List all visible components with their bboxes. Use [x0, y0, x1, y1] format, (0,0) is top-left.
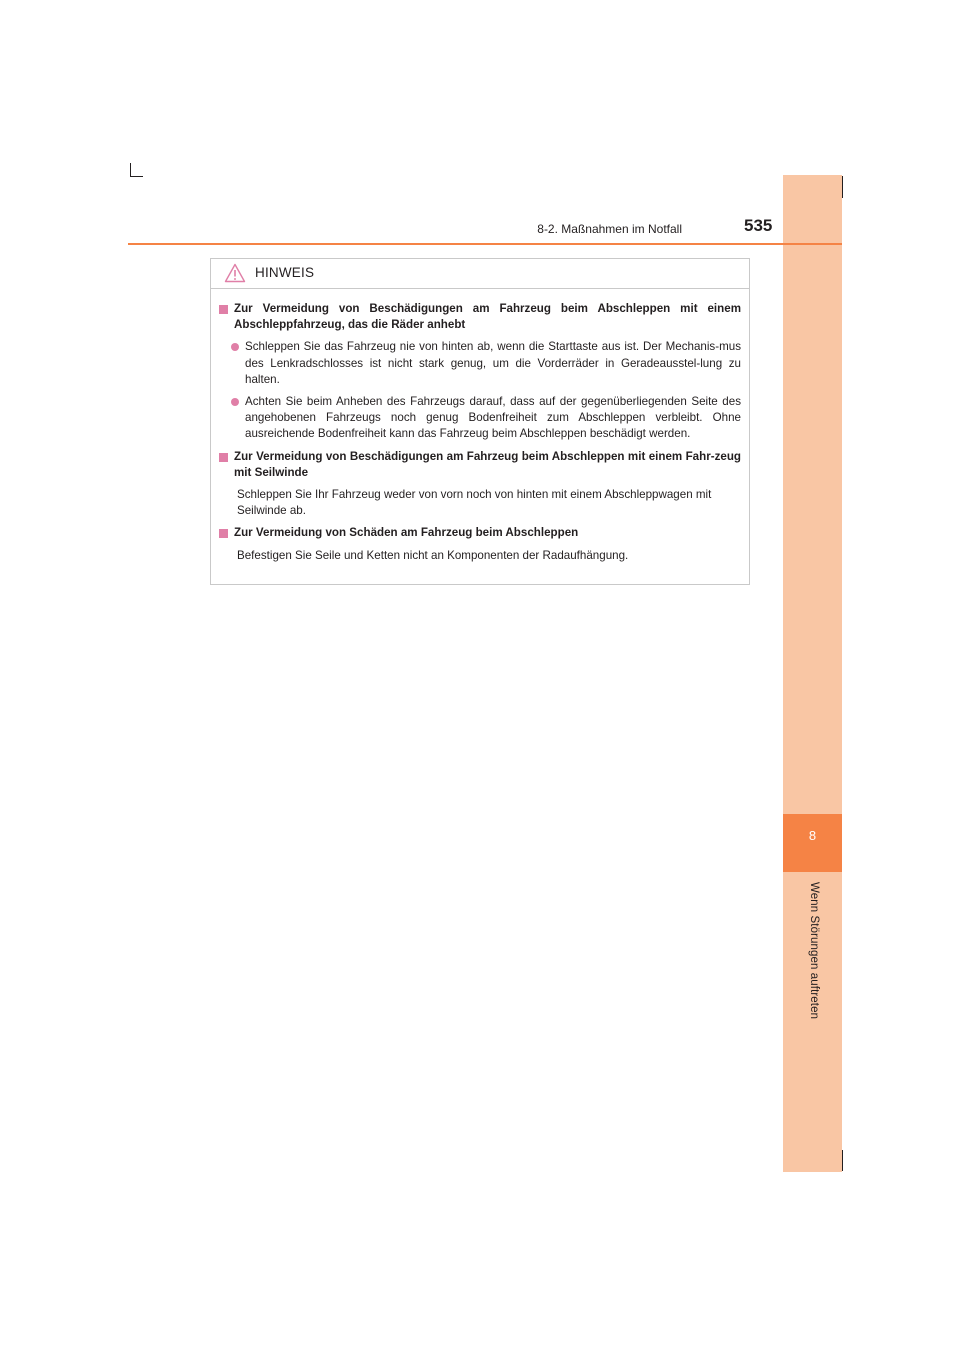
notice-bullet	[231, 394, 741, 443]
crop-mark	[130, 176, 143, 177]
notice-paragraph: Schleppen Sie Ihr Fahrzeug weder von vorn noch von hinten mit einem Abschleppwagen mit Seilwinde ab.	[237, 488, 712, 518]
notice-box	[210, 258, 750, 585]
notice-heading	[219, 301, 741, 333]
chapter-label: Wenn Störungen auftreten	[808, 882, 820, 1020]
notice-heading-text: Zur Vermeidung von Beschädigungen am Fahrzeug beim Abschleppen mit einem Abschleppfahrzeug, das die Räder anhebt	[234, 302, 741, 332]
notice-body	[211, 289, 749, 564]
notice-bullet-text: Achten Sie beim Anheben des Fahrzeugs darauf, dass auf der gegenüberliegenden Seite des angehobenen Fahrzeugs noch genug Bodenfreiheit zum Abschleppen verbleibt. Ohne ausreichende Bodenfreiheit kann das Fahrzeug beim Abschleppen beschädigt werden.	[245, 395, 741, 441]
notice-bullet	[231, 339, 741, 388]
square-bullet-icon	[219, 453, 228, 462]
notice-title: HINWEIS	[255, 265, 315, 280]
circle-bullet-icon	[231, 343, 239, 351]
header-rule	[128, 243, 842, 245]
notice-heading	[219, 525, 741, 541]
notice-header	[211, 259, 749, 289]
notice-heading	[219, 449, 741, 481]
side-band	[783, 175, 842, 1172]
notice-bullet-text: Schleppen Sie das Fahrzeug nie von hinten ab, wenn die Starttaste aus ist. Der Mechanis-mus des Lenkradschlosses ist nicht stark genug, um die Vorderräder in Geradeausstel-lung zu halten.	[245, 340, 741, 386]
notice-heading-text: Zur Vermeidung von Beschädigungen am Fahrzeug beim Abschleppen mit einem Fahr-zeug mit Seilwinde	[234, 449, 741, 479]
crop-mark	[842, 1150, 843, 1171]
square-bullet-icon	[219, 529, 228, 538]
crop-mark	[842, 176, 843, 198]
chapter-tab	[783, 814, 842, 872]
section-title: 8-2. Maßnahmen im Notfall	[537, 222, 682, 236]
crop-mark	[130, 163, 131, 176]
chapter-number: 8	[808, 828, 817, 843]
page-number: 535	[744, 216, 773, 235]
square-bullet-icon	[219, 305, 228, 314]
circle-bullet-icon	[231, 398, 239, 406]
notice-heading-text: Zur Vermeidung von Schäden am Fahrzeug beim Abschleppen	[234, 526, 579, 540]
notice-paragraph: Befestigen Sie Seile und Ketten nicht an Komponenten der Radaufhängung.	[237, 548, 629, 562]
warning-triangle-icon	[224, 263, 246, 283]
